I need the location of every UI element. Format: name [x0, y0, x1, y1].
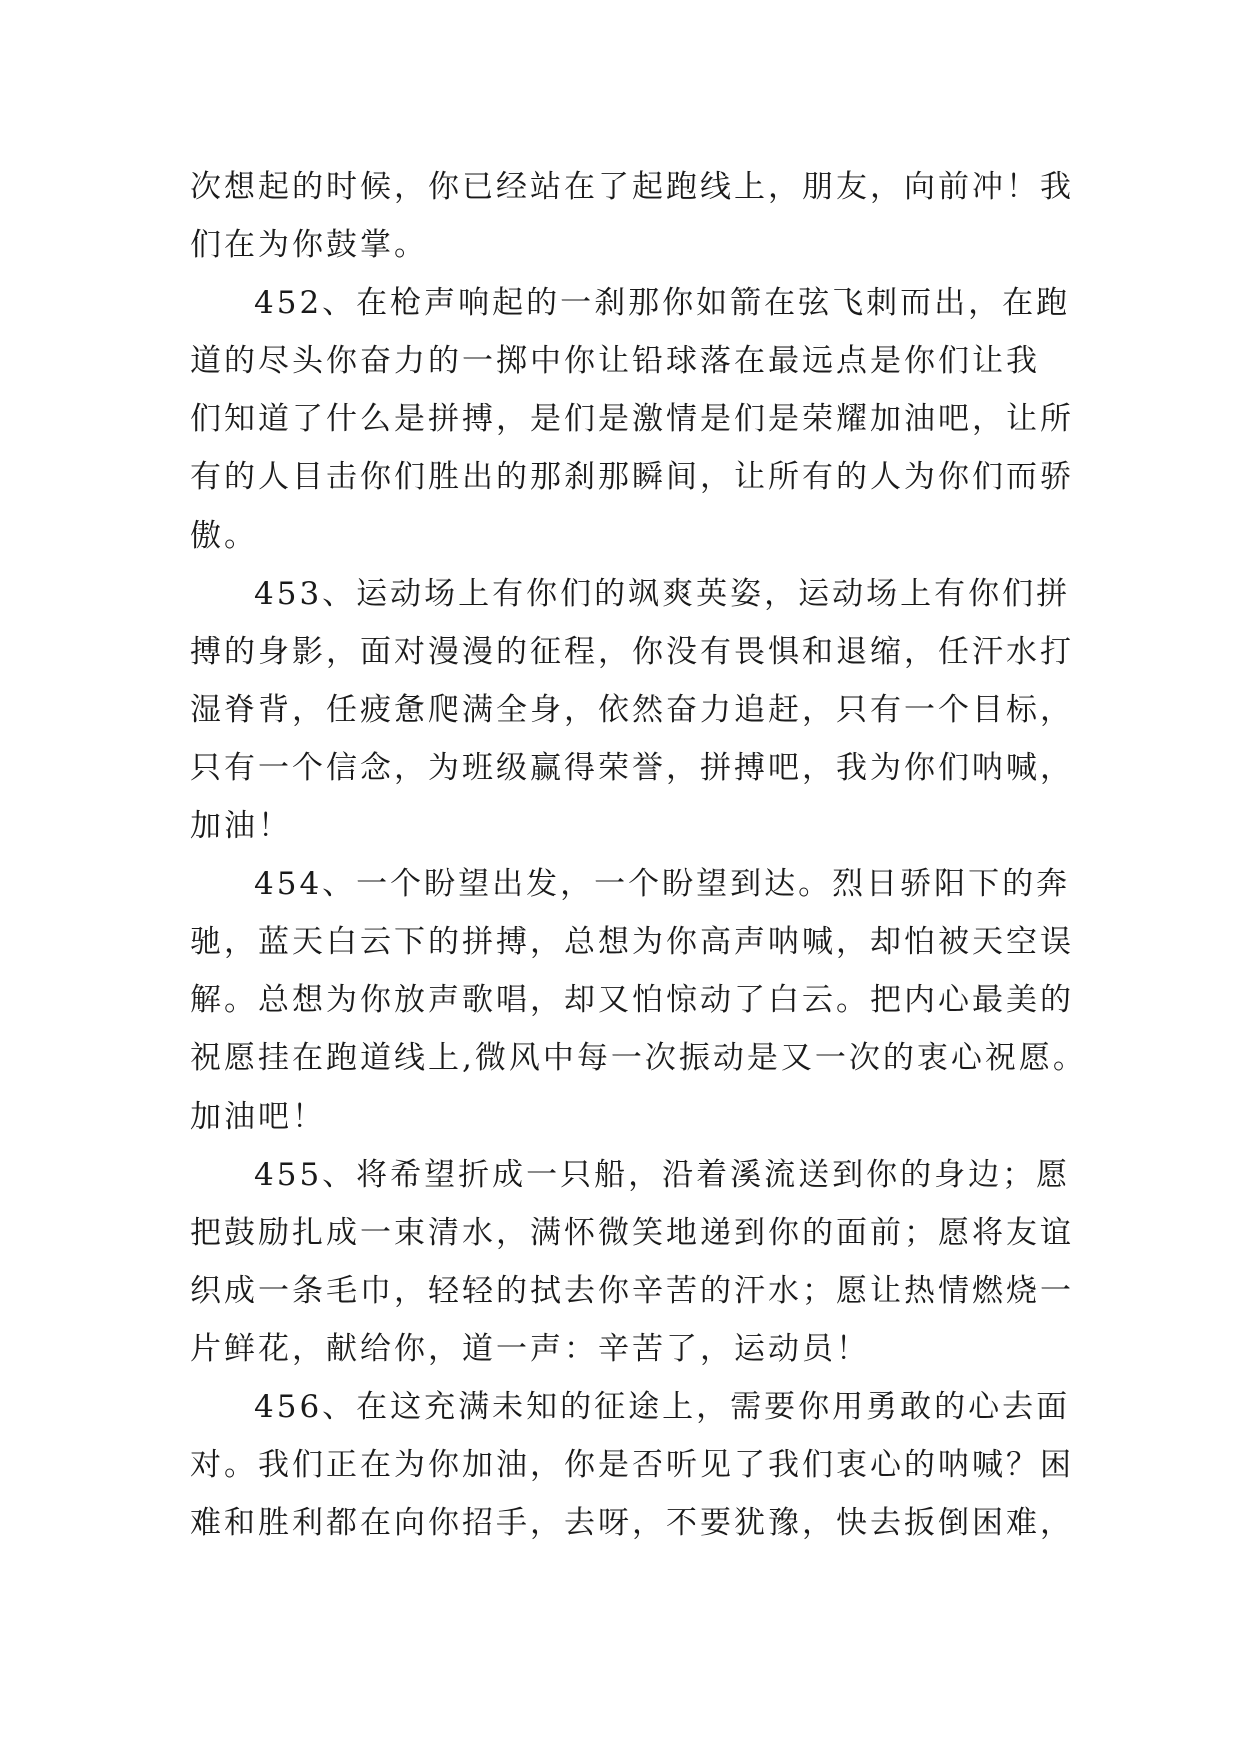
- paragraph-start-456: 456、在这充满未知的征途上，需要你用勇敢的心去面: [254, 1388, 1071, 1425]
- text-line: 祝愿挂在跑道线上,微风中每一次振动是又一次的衷心祝愿。: [190, 1040, 1087, 1077]
- paragraph-start-452: 452、在枪声响起的一刹那你如箭在弦飞刺而出，在跑: [254, 285, 1071, 322]
- text-line: 织成一条毛巾，轻轻的拭去你辛苦的汗水；愿让热情燃烧一: [190, 1272, 1074, 1309]
- paragraph-start-454: 454、一个盼望出发，一个盼望到达。烈日骄阳下的奔: [254, 866, 1071, 903]
- document-body: [190, 158, 1087, 1552]
- text-line: 加油！: [190, 808, 292, 845]
- paragraph-start-455: 455、将希望折成一只船，沿着溪流送到你的身边；愿: [254, 1156, 1071, 1193]
- text-line: 解。总想为你放声歌唱，却又怕惊动了白云。把内心最美的: [190, 982, 1074, 1019]
- paragraph-start-453: 453、运动场上有你们的飒爽英姿，运动场上有你们拼: [254, 575, 1071, 612]
- text-line: 只有一个信念，为班级赢得荣誉，拼搏吧，我为你们呐喊，: [190, 749, 1074, 786]
- text-line: 难和胜利都在向你招手，去呀，不要犹豫，快去扳倒困难，: [190, 1505, 1074, 1542]
- text-line: 次想起的时候，你已经站在了起跑线上，朋友，向前冲！我: [190, 169, 1074, 205]
- text-line: 傲。: [190, 517, 258, 554]
- text-line: 加油吧！: [190, 1098, 326, 1135]
- text-line: 们知道了什么是拼搏，是们是激情是们是荣耀加油吧，让所: [190, 401, 1074, 438]
- text-line: 们在为你鼓掌。: [190, 227, 428, 264]
- text-line: 道的尽头你奋力的一掷中你让铅球落在最远点是你们让我: [190, 343, 1040, 380]
- text-line: 把鼓励扎成一束清水，满怀微笑地递到你的面前；愿将友谊: [190, 1214, 1074, 1251]
- text-line: 搏的身影，面对漫漫的征程，你没有畏惧和退缩，任汗水打: [190, 633, 1074, 670]
- text-line: 对。我们正在为你加油，你是否听见了我们衷心的呐喊？困: [190, 1447, 1074, 1484]
- text-line: 湿脊背，任疲惫爬满全身，依然奋力追赶，只有一个目标，: [190, 691, 1074, 728]
- text-line: 有的人目击你们胜出的那刹那瞬间，让所有的人为你们而骄: [190, 459, 1074, 496]
- text-line: 驰，蓝天白云下的拼搏，总想为你高声呐喊，却怕被天空误: [190, 924, 1074, 961]
- text-line: 片鲜花，献给你，道一声：辛苦了，运动员！: [190, 1330, 870, 1367]
